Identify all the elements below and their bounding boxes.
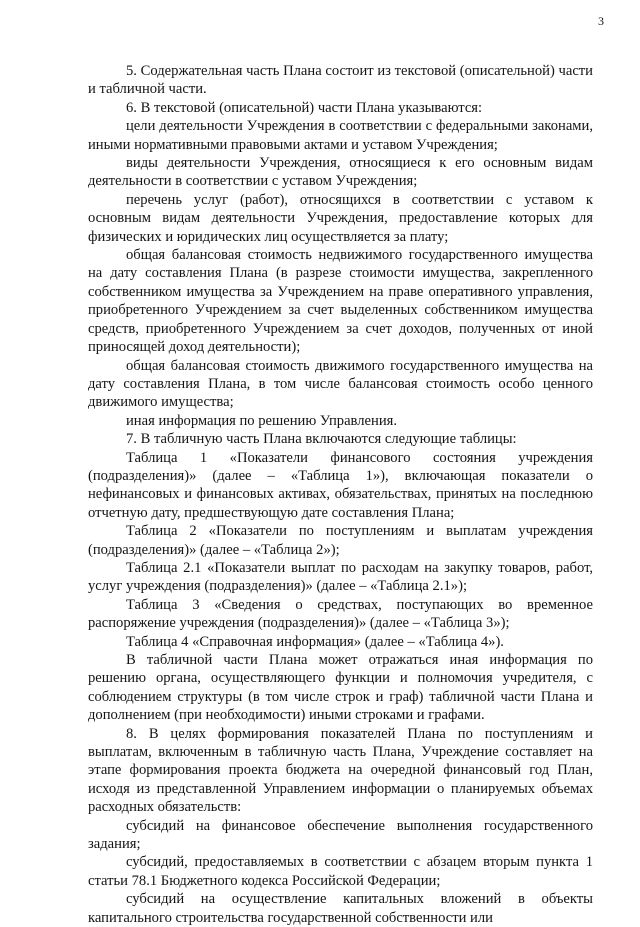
paragraph-services-list: перечень услуг (работ), относящихся в соответствии с уставом к основным видам деятельности Учреждения, предоставление которых для физических и юридических лиц осуществляется за плату; bbox=[88, 191, 593, 245]
paragraph-table-2-1: Таблица 2.1 «Показатели выплат по расходам на закупку товаров, работ, услуг учреждения (подразделения)» (далее – «Таблица 2.1»); bbox=[88, 559, 593, 595]
paragraph-item-7: 7. В табличную часть Плана включаются следующие таблицы: bbox=[126, 431, 517, 448]
paragraph-real-estate-value: общая балансовая стоимость недвижимого государственного имущества на дату составления Плана (в разрезе стоимости имущества, закрепленного собственником имущества за Учреждением на праве оперативного управления, приобретенного Учреждением за счет выделенных собственником имущества средств, приобретенного Учреждением за счет доходов, полученных от иной приносящей доход деятельности); bbox=[88, 247, 593, 356]
paragraph-subsidy-state-task: субсидий на финансовое обеспечение выполнения государственного задания; bbox=[88, 817, 593, 853]
paragraph-activity-types: виды деятельности Учреждения, относящиеся к его основным видам деятельности в соответствии с уставом Учреждения; bbox=[88, 155, 593, 190]
paragraph-other-info: иная информация по решению Управления. bbox=[126, 412, 397, 429]
paragraph-movable-property-value: общая балансовая стоимость движимого государственного имущества на дату составления Плана, в том числе балансовая стоимость особо ценного движимого имущества; bbox=[88, 357, 593, 411]
paragraph-table-3: Таблица 3 «Сведения о средствах, поступающих во временное распоряжение учреждения (подразделения)» (далее – «Таблица 3»); bbox=[88, 596, 593, 632]
paragraph-table-1: Таблица 1 «Показатели финансового состояния учреждения (подразделения)» (далее – «Таблица 1»), включающая показатели о нефинансовых и финансовых активах, обязательствах, принятых на последнюю отчетную дату, предшествующую дате составления Плана; bbox=[88, 449, 593, 521]
paragraph-subsidy-capital: субсидий на осуществление капитальных вложений в объекты капитального строительства государственной собственности или bbox=[88, 891, 593, 926]
paragraph-subsidy-article-78-1: субсидий, предоставляемых в соответствии с абзацем вторым пункта 1 статьи 78.1 Бюджетного кодекса Российской Федерации; bbox=[88, 854, 593, 889]
page-number: 3 bbox=[598, 14, 604, 28]
document-body bbox=[88, 62, 593, 927]
paragraph-table-2: Таблица 2 «Показатели по поступлениям и выплатам учреждения (подразделения)» (далее – «Таблица 2»); bbox=[88, 523, 593, 558]
paragraph-item-8: 8. В целях формирования показателей Плана по поступлениям и выплатам, включенным в табличную часть Плана, Учреждение составляет на этапе формирования проекта бюджета на очередной финансовый год План, исходя из представленной Управлением информации о планируемых объемах расходных обязательств: bbox=[88, 725, 593, 816]
paragraph-table-4: Таблица 4 «Справочная информация» (далее – «Таблица 4»). bbox=[126, 633, 504, 650]
paragraph-item-5: 5. Содержательная часть Плана состоит из текстовой (описательной) части и табличной части. bbox=[88, 63, 593, 98]
paragraph-item-6: 6. В текстовой (описательной) части Плана указываются: bbox=[126, 99, 483, 116]
paragraph-additional-info: В табличной части Плана может отражаться иная информация по решению органа, осуществляющего функции и полномочия учредителя, с соблюдением структуры (в том числе строк и граф) табличной части Плана и дополнением (при необходимости) иными строками и графами. bbox=[88, 652, 593, 724]
paragraph-goals: цели деятельности Учреждения в соответствии с федеральными законами, иными нормативными правовыми актами и уставом Учреждения; bbox=[88, 118, 593, 153]
